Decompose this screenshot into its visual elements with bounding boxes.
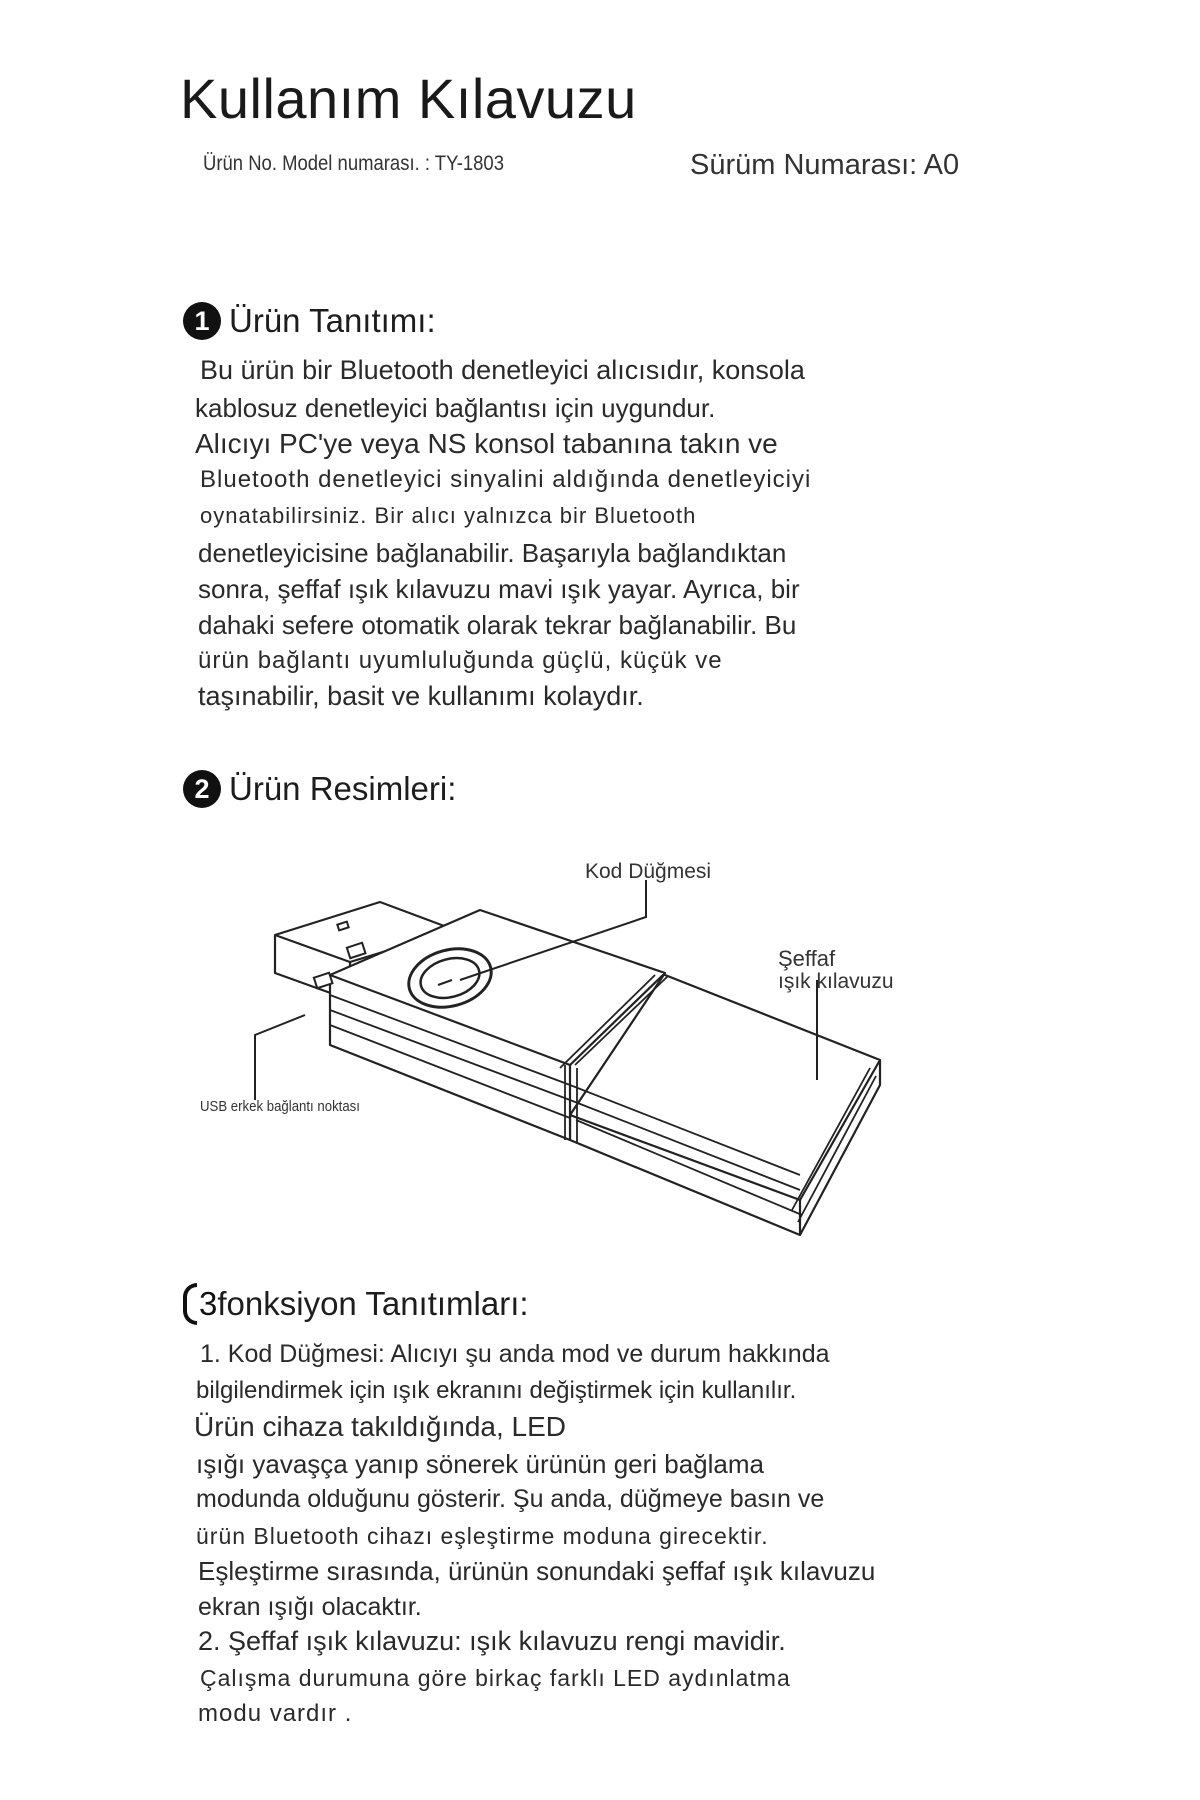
section-heading-text: fonksiyon Tanıtımları:: [217, 1285, 529, 1322]
body-line: sonra, şeffaf ışık kılavuzu mavi ışık yayar. Ayrıca, bir: [198, 574, 800, 604]
section-number-badge: 2: [183, 770, 221, 808]
body-line: modu vardır .: [198, 1700, 353, 1727]
section-number-badge: 1: [183, 302, 221, 340]
body-line: oynatabilirsiniz. Bir alıcı yalnızca bir Bluetooth: [200, 503, 697, 528]
model-number: Ürün No. Model numarası. : TY-1803: [203, 152, 504, 175]
light-guide-label-line1: Şeffaf: [778, 946, 836, 971]
section-3-heading: [183, 1283, 529, 1325]
body-line: ışığı yavaşça yanıp sönerek ürünün geri bağlama: [196, 1449, 765, 1479]
body-line: kablosuz denetleyici bağlantısı için uygundur.: [195, 393, 716, 423]
section-number: 3: [199, 1285, 218, 1322]
body-line: dahaki sefere otomatik olarak tekrar bağlanabilir. Bu: [198, 610, 797, 640]
body-line: 2. Şeffaf ışık kılavuzu: ışık kılavuzu rengi mavidir.: [198, 1626, 786, 1656]
code-button-label: Kod Düğmesi: [585, 860, 712, 883]
body-line: ürün bağlantı uyumluluğunda güçlü, küçük ve: [198, 647, 723, 674]
body-line: 1. Kod Düğmesi: Alıcıyı şu anda mod ve durum hakkında: [200, 1340, 830, 1368]
usb-port-label: USB erkek bağlantı noktası: [200, 1098, 360, 1115]
section-1-heading: [183, 302, 436, 340]
body-line: ürün Bluetooth cihazı eşleştirme moduna girecektir.: [196, 1523, 769, 1549]
body-line: modunda olduğunu gösterir. Şu anda, düğmeye basın ve: [196, 1485, 825, 1513]
body-line: denetleyicisine bağlanabilir. Başarıyla bağlandıktan: [198, 538, 787, 568]
section-heading-text: Ürün Resimleri:: [229, 770, 457, 807]
body-line: Alıcıyı PC'ye veya NS konsol tabanına takın ve: [195, 428, 778, 459]
body-line: Çalışma durumuna göre birkaç farklı LED aydınlatma: [200, 1665, 791, 1691]
body-line: bilgilendirmek için ışık ekranını değiştirmek için kullanılır.: [196, 1377, 797, 1404]
section-2-heading: [183, 770, 456, 808]
body-line: ekran ışığı olacaktır.: [198, 1593, 422, 1621]
body-line: Ürün cihaza takıldığında, LED: [194, 1411, 566, 1442]
section-heading-text: Ürün Tanıtımı:: [229, 302, 436, 339]
body-line: Bluetooth denetleyici sinyalini aldığında denetleyiciyi: [200, 466, 812, 493]
version-number: Sürüm Numarası: A0: [690, 149, 960, 181]
body-line: Bu ürün bir Bluetooth denetleyici alıcısıdır, konsola: [200, 355, 805, 385]
section-number-bracket-icon: [183, 1283, 197, 1325]
usb-receiver-illustration: [180, 850, 900, 1250]
light-guide-label-line2: ışık kılavuzu: [778, 970, 894, 993]
page-title: Kullanım Kılavuzu: [180, 67, 637, 130]
body-line: Eşleştirme sırasında, ürünün sonundaki şeffaf ışık kılavuzu: [198, 1556, 876, 1586]
body-line: taşınabilir, basit ve kullanımı kolaydır.: [198, 681, 644, 711]
